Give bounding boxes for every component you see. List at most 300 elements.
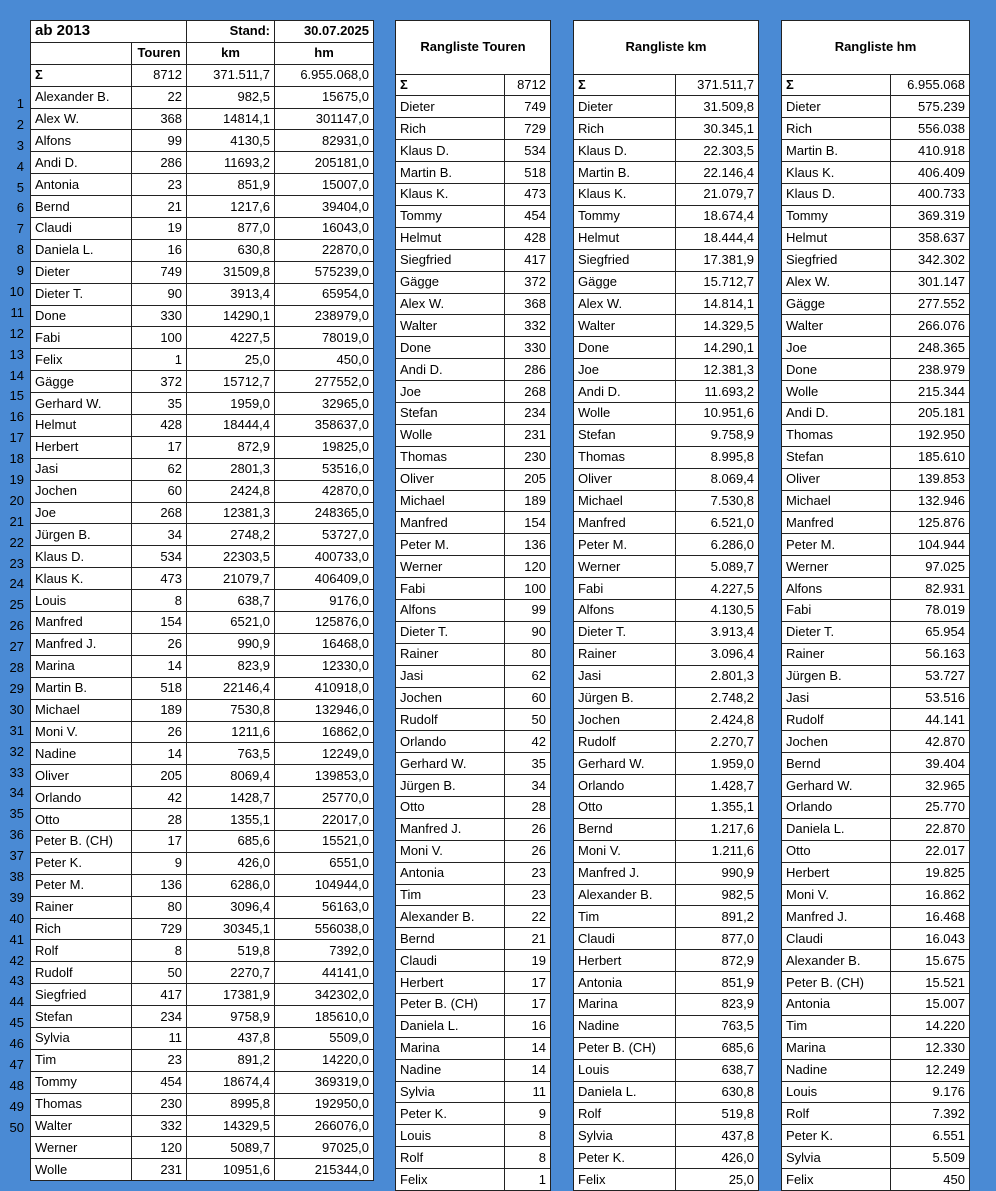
hm-value: 53727,0 xyxy=(275,524,374,546)
km-value: 6.521,0 xyxy=(676,512,759,534)
ranking-row xyxy=(396,512,551,534)
km-value: 2.801,3 xyxy=(676,665,759,687)
sum-touren: 8712 xyxy=(132,64,187,86)
touren-value: 26 xyxy=(132,633,187,655)
member-name: Marina xyxy=(31,655,132,677)
hm-value: 53.727 xyxy=(891,665,970,687)
touren-value: 62 xyxy=(132,458,187,480)
touren-value: 100 xyxy=(505,578,551,600)
km-value: 823,9 xyxy=(187,655,275,677)
table-row xyxy=(31,765,374,787)
ranking-row xyxy=(396,162,551,184)
ranking-row xyxy=(782,293,970,315)
ranking-row xyxy=(396,96,551,118)
ranking-row xyxy=(396,1103,551,1125)
ranking-row xyxy=(574,775,759,797)
member-name: Daniela L. xyxy=(782,818,891,840)
sum-label: Σ xyxy=(396,74,505,96)
hm-value: 301.147 xyxy=(891,271,970,293)
ranking-row xyxy=(574,578,759,600)
km-value: 1355,1 xyxy=(187,809,275,831)
header-name xyxy=(31,42,132,64)
km-value: 1.355,1 xyxy=(676,796,759,818)
touren-value: 749 xyxy=(132,261,187,283)
ranking-row xyxy=(574,337,759,359)
ranking-row xyxy=(396,840,551,862)
hm-value: 42.870 xyxy=(891,731,970,753)
ranking-row xyxy=(574,731,759,753)
member-name: Bernd xyxy=(782,753,891,775)
km-value: 14.329,5 xyxy=(676,315,759,337)
member-name: Alfons xyxy=(31,130,132,152)
touren-value: 473 xyxy=(505,184,551,206)
row-number: 20 xyxy=(9,492,24,508)
member-name: Bernd xyxy=(396,928,505,950)
member-name: Alfons xyxy=(396,599,505,621)
member-name: Walter xyxy=(782,315,891,337)
km-value: 1211,6 xyxy=(187,721,275,743)
ranking-row xyxy=(574,1169,759,1191)
touren-value: 231 xyxy=(505,424,551,446)
table-row xyxy=(31,480,374,502)
member-name: Peter M. xyxy=(574,534,676,556)
touren-value: 62 xyxy=(505,665,551,687)
touren-value: 9 xyxy=(132,852,187,874)
ranking-row xyxy=(396,205,551,227)
ranking-row xyxy=(396,337,551,359)
member-name: Oliver xyxy=(782,468,891,490)
ranking-row xyxy=(782,249,970,271)
hm-value: 125876,0 xyxy=(275,612,374,634)
member-name: Manfred J. xyxy=(574,862,676,884)
member-name: Jochen xyxy=(396,687,505,709)
row-number: 30 xyxy=(9,701,24,717)
member-name: Jochen xyxy=(782,731,891,753)
row-number: 1 xyxy=(16,96,24,111)
row-number: 6 xyxy=(16,200,24,216)
ranking-row xyxy=(782,162,970,184)
ranking-row xyxy=(782,972,970,994)
table-row xyxy=(31,174,374,196)
km-value: 18444,4 xyxy=(187,415,275,437)
km-value: 31509,8 xyxy=(187,261,275,283)
member-name: Stefan xyxy=(574,424,676,446)
km-value: 1.217,6 xyxy=(676,818,759,840)
table-row xyxy=(31,327,374,349)
row-number: 38 xyxy=(9,868,24,884)
member-name: Peter K. xyxy=(574,1147,676,1169)
member-name: Gerhard W. xyxy=(782,775,891,797)
touren-value: 286 xyxy=(505,359,551,381)
touren-value: 17 xyxy=(505,972,551,994)
hm-value: 39404,0 xyxy=(275,196,374,218)
ranking-row xyxy=(574,687,759,709)
member-name: Sylvia xyxy=(782,1147,891,1169)
hm-value: 82931,0 xyxy=(275,130,374,152)
ranking-row xyxy=(574,1037,759,1059)
member-name: Tommy xyxy=(574,205,676,227)
touren-value: 21 xyxy=(505,928,551,950)
km-value: 22.303,5 xyxy=(676,140,759,162)
table-row xyxy=(31,239,374,261)
ranking-row xyxy=(782,643,970,665)
member-name: Felix xyxy=(782,1169,891,1191)
ranking-row xyxy=(782,140,970,162)
hm-value: 192.950 xyxy=(891,424,970,446)
km-value: 630,8 xyxy=(187,239,275,261)
touren-value: 136 xyxy=(505,534,551,556)
ranking-row xyxy=(574,621,759,643)
member-name: Gerhard W. xyxy=(31,393,132,415)
km-value: 8069,4 xyxy=(187,765,275,787)
touren-value: 372 xyxy=(132,371,187,393)
ranking-row xyxy=(396,468,551,490)
member-name: Rudolf xyxy=(782,709,891,731)
ranking-row xyxy=(782,950,970,972)
ranking-row xyxy=(574,249,759,271)
km-value: 4227,5 xyxy=(187,327,275,349)
member-name: Claudi xyxy=(31,218,132,240)
touren-value: 11 xyxy=(505,1081,551,1103)
hm-value: 238979,0 xyxy=(275,305,374,327)
touren-value: 154 xyxy=(505,512,551,534)
hm-value: 25770,0 xyxy=(275,787,374,809)
touren-value: 8 xyxy=(132,940,187,962)
member-name: Rolf xyxy=(782,1103,891,1125)
hm-value: 15007,0 xyxy=(275,174,374,196)
member-name: Helmut xyxy=(782,227,891,249)
km-ranking-table xyxy=(573,20,759,1191)
table-row xyxy=(31,261,374,283)
member-name: Marina xyxy=(574,994,676,1016)
ranking-row xyxy=(782,1015,970,1037)
table-row xyxy=(31,655,374,677)
hm-value: 14.220 xyxy=(891,1015,970,1037)
ranking-row xyxy=(782,862,970,884)
member-name: Peter B. (CH) xyxy=(782,972,891,994)
member-name: Rolf xyxy=(574,1103,676,1125)
sum-value: 371.511,7 xyxy=(676,74,759,96)
member-name: Michael xyxy=(782,490,891,512)
hm-value: 248365,0 xyxy=(275,502,374,524)
ranking-row xyxy=(574,140,759,162)
touren-value: 42 xyxy=(505,731,551,753)
km-value: 638,7 xyxy=(187,590,275,612)
member-name: Alfons xyxy=(782,578,891,600)
member-name: Martin B. xyxy=(31,677,132,699)
ranking-row xyxy=(396,753,551,775)
km-value: 891,2 xyxy=(187,1049,275,1071)
km-value: 2748,2 xyxy=(187,524,275,546)
table-row xyxy=(31,1115,374,1137)
ranking-row xyxy=(782,184,970,206)
km-value: 2.424,8 xyxy=(676,709,759,731)
table-row xyxy=(31,502,374,524)
sum-value: 8712 xyxy=(505,74,551,96)
km-value: 9.758,9 xyxy=(676,424,759,446)
member-name: Klaus D. xyxy=(31,546,132,568)
member-name: Rainer xyxy=(574,643,676,665)
ranking-row xyxy=(782,906,970,928)
member-name: Orlando xyxy=(574,775,676,797)
ranking-row xyxy=(396,1169,551,1191)
km-value: 3.913,4 xyxy=(676,621,759,643)
member-name: Werner xyxy=(574,556,676,578)
row-number: 32 xyxy=(9,743,24,759)
hm-value: 16.862 xyxy=(891,884,970,906)
ranking-row xyxy=(396,446,551,468)
km-value: 763,5 xyxy=(676,1015,759,1037)
touren-value: 11 xyxy=(132,1027,187,1049)
ranking-row xyxy=(782,424,970,446)
member-name: Stefan xyxy=(396,402,505,424)
table-row xyxy=(31,415,374,437)
ranking-row xyxy=(396,709,551,731)
row-number: 29 xyxy=(9,680,24,696)
row-number: 10 xyxy=(9,284,24,300)
ranking-row xyxy=(782,665,970,687)
member-name: Klaus K. xyxy=(396,184,505,206)
hm-value: 14220,0 xyxy=(275,1049,374,1071)
ranking-row xyxy=(782,884,970,906)
touren-value: 14 xyxy=(505,1059,551,1081)
member-name: Bernd xyxy=(574,818,676,840)
km-value: 851,9 xyxy=(676,972,759,994)
member-name: Martin B. xyxy=(574,162,676,184)
hm-value: 369319,0 xyxy=(275,1071,374,1093)
member-name: Helmut xyxy=(396,227,505,249)
touren-value: 234 xyxy=(505,402,551,424)
row-number: 2 xyxy=(16,116,24,132)
ranking-row xyxy=(574,205,759,227)
km-value: 12381,3 xyxy=(187,502,275,524)
member-name: Peter K. xyxy=(782,1125,891,1147)
member-name: Gägge xyxy=(574,271,676,293)
ranking-row xyxy=(574,293,759,315)
touren-value: 50 xyxy=(505,709,551,731)
table-row xyxy=(31,1049,374,1071)
member-name: Jasi xyxy=(31,458,132,480)
hm-value: 238.979 xyxy=(891,359,970,381)
member-name: Nadine xyxy=(782,1059,891,1081)
member-name: Thomas xyxy=(31,1093,132,1115)
hm-value: 266.076 xyxy=(891,315,970,337)
km-value: 4130,5 xyxy=(187,130,275,152)
hm-value: 139.853 xyxy=(891,468,970,490)
member-name: Orlando xyxy=(782,796,891,818)
km-value: 25,0 xyxy=(676,1169,759,1191)
table-row xyxy=(31,283,374,305)
member-name: Siegfried xyxy=(574,249,676,271)
table-row xyxy=(31,874,374,896)
row-number: 41 xyxy=(9,931,24,947)
hm-value: 139853,0 xyxy=(275,765,374,787)
touren-value: 417 xyxy=(132,984,187,1006)
hm-value: 15675,0 xyxy=(275,86,374,108)
touren-value: 749 xyxy=(505,96,551,118)
ranking-row xyxy=(396,972,551,994)
table-row xyxy=(31,1071,374,1093)
ranking-row xyxy=(396,796,551,818)
hm-value: 575.239 xyxy=(891,96,970,118)
table-row xyxy=(31,130,374,152)
sum-label: Σ xyxy=(574,74,676,96)
member-name: Daniela L. xyxy=(31,239,132,261)
touren-value: 17 xyxy=(505,994,551,1016)
km-value: 685,6 xyxy=(676,1037,759,1059)
touren-value: 22 xyxy=(505,906,551,928)
member-name: Tim xyxy=(782,1015,891,1037)
member-name: Rolf xyxy=(31,940,132,962)
member-name: Manfred J. xyxy=(782,906,891,928)
km-value: 8.995,8 xyxy=(676,446,759,468)
hm-value: 400.733 xyxy=(891,184,970,206)
member-name: Herbert xyxy=(574,950,676,972)
km-value: 7.530,8 xyxy=(676,490,759,512)
member-name: Antonia xyxy=(574,972,676,994)
member-name: Antonia xyxy=(782,994,891,1016)
stand-date: 30.07.2025 xyxy=(275,21,374,43)
hm-value: 32965,0 xyxy=(275,393,374,415)
table-row xyxy=(31,677,374,699)
hm-value: 16.043 xyxy=(891,928,970,950)
km-value: 4.227,5 xyxy=(676,578,759,600)
table-row xyxy=(31,743,374,765)
km-value: 763,5 xyxy=(187,743,275,765)
table-row xyxy=(31,349,374,371)
touren-ranking-table xyxy=(395,20,551,1191)
km-value: 6521,0 xyxy=(187,612,275,634)
km-value: 1428,7 xyxy=(187,787,275,809)
ranking-row xyxy=(574,184,759,206)
ranking-row xyxy=(574,359,759,381)
touren-value: 90 xyxy=(505,621,551,643)
touren-value: 729 xyxy=(132,918,187,940)
ranking-row xyxy=(574,227,759,249)
member-name: Klaus K. xyxy=(31,568,132,590)
ranking-row xyxy=(396,184,551,206)
member-name: Orlando xyxy=(31,787,132,809)
ranking-row xyxy=(396,665,551,687)
row-number: 7 xyxy=(16,221,24,237)
member-name: Siegfried xyxy=(782,249,891,271)
stand-label: Stand: xyxy=(187,21,275,43)
ranking-row xyxy=(396,621,551,643)
hm-value: 12.249 xyxy=(891,1059,970,1081)
km-value: 982,5 xyxy=(187,86,275,108)
km-value: 14.814,1 xyxy=(676,293,759,315)
touren-value: 80 xyxy=(505,643,551,665)
member-name: Martin B. xyxy=(782,140,891,162)
member-name: Andi D. xyxy=(782,402,891,424)
ranking-row xyxy=(396,928,551,950)
member-name: Felix xyxy=(574,1169,676,1191)
table-row xyxy=(31,108,374,130)
table-row xyxy=(31,612,374,634)
ranking-row xyxy=(782,775,970,797)
member-name: Manfred xyxy=(31,612,132,634)
hm-value: 7.392 xyxy=(891,1103,970,1125)
table-row xyxy=(31,940,374,962)
member-name: Daniela L. xyxy=(396,1015,505,1037)
ranking-row xyxy=(782,1081,970,1103)
member-name: Fabi xyxy=(574,578,676,600)
ranking-row xyxy=(782,578,970,600)
member-name: Tim xyxy=(396,884,505,906)
km-value: 18674,4 xyxy=(187,1071,275,1093)
ranking-row xyxy=(574,862,759,884)
hm-value: 6551,0 xyxy=(275,852,374,874)
member-name: Wolle xyxy=(396,424,505,446)
member-name: Peter M. xyxy=(31,874,132,896)
row-number: 42 xyxy=(9,952,24,968)
km-value: 426,0 xyxy=(676,1147,759,1169)
sum-label: Σ xyxy=(782,74,891,96)
member-name: Nadine xyxy=(31,743,132,765)
ranking-row xyxy=(396,402,551,424)
member-name: Peter M. xyxy=(782,534,891,556)
touren-value: 8 xyxy=(132,590,187,612)
row-number: 24 xyxy=(9,576,24,592)
touren-value: 1 xyxy=(132,349,187,371)
touren-value: 1 xyxy=(505,1169,551,1191)
touren-value: 120 xyxy=(505,556,551,578)
hm-value: 9.176 xyxy=(891,1081,970,1103)
row-number: 13 xyxy=(9,346,24,362)
ranking-row xyxy=(782,490,970,512)
touren-value: 60 xyxy=(505,687,551,709)
hm-value: 104944,0 xyxy=(275,874,374,896)
member-name: Alex W. xyxy=(396,293,505,315)
hm-value: 369.319 xyxy=(891,205,970,227)
touren-value: 729 xyxy=(505,118,551,140)
member-name: Fabi xyxy=(782,599,891,621)
hm-value: 450,0 xyxy=(275,349,374,371)
hm-value: 205181,0 xyxy=(275,152,374,174)
ranking-row xyxy=(574,840,759,862)
km-value: 8995,8 xyxy=(187,1093,275,1115)
member-name: Walter xyxy=(31,1115,132,1137)
table-row xyxy=(31,1093,374,1115)
ranking-row xyxy=(574,381,759,403)
ranking-row xyxy=(782,1125,970,1147)
ranking-row xyxy=(396,315,551,337)
ranking-row xyxy=(574,490,759,512)
hm-value: 400733,0 xyxy=(275,546,374,568)
touren-value: 154 xyxy=(132,612,187,634)
ranking-row xyxy=(574,162,759,184)
row-number: 5 xyxy=(16,179,24,195)
member-name: Dieter xyxy=(31,261,132,283)
member-name: Klaus D. xyxy=(396,140,505,162)
ranking-row xyxy=(782,818,970,840)
row-number: 47 xyxy=(9,1056,24,1072)
member-name: Sylvia xyxy=(574,1125,676,1147)
touren-value: 19 xyxy=(132,218,187,240)
member-name: Manfred J. xyxy=(396,818,505,840)
member-name: Louis xyxy=(31,590,132,612)
touren-value: 99 xyxy=(505,599,551,621)
ranking-row xyxy=(782,1059,970,1081)
km-value: 5.089,7 xyxy=(676,556,759,578)
touren-value: 8 xyxy=(505,1147,551,1169)
hm-value: 5509,0 xyxy=(275,1027,374,1049)
hm-value: 7392,0 xyxy=(275,940,374,962)
hm-value: 53.516 xyxy=(891,687,970,709)
ranking-row xyxy=(396,818,551,840)
touren-value: 26 xyxy=(505,840,551,862)
row-number: 37 xyxy=(9,848,24,864)
